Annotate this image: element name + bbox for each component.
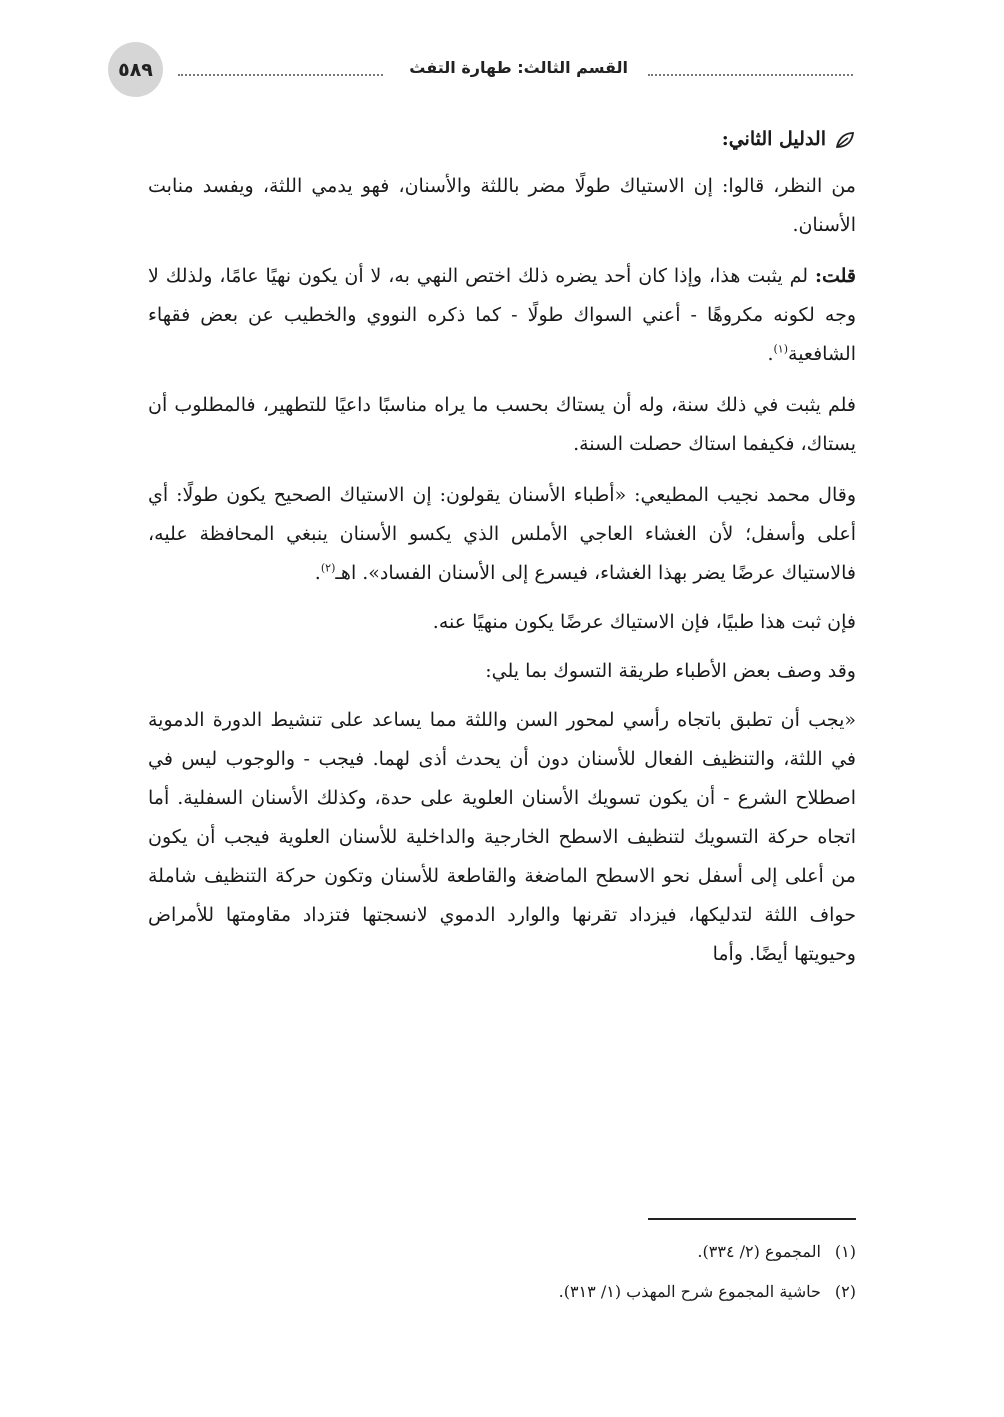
paragraph-6: وقد وصف بعض الأطباء طريقة التسوك بما يلي: — [485, 660, 856, 682]
paragraph-4 — [148, 476, 856, 593]
paragraph-2-lead: قلت: — [814, 265, 856, 287]
paragraph-7: «يجب أن تطبق باتجاه رأسي لمحور السن واللثة مما يساعد على تنشيط الدورة الدموية في اللثة، والتنظيف الفعال للأسنان دون أن يحدث أذى لهما. فيجب - والوجوب ليس في اصطلاح الشرع - أن يكون تسويك الأسنان العلوية على حدة، وكذلك الأسنان السفلية. أما اتجاه حركة التسويك لتنظيف الاسطح الخارجية والداخلية للأسنان العلوية فيجب أن يكون من أعلى إلى أسفل نحو الاسطح الماضغة والقاطعة للأسنان وتكون حركة التنظيف شاملة حواف اللثة لتدليكها، فيزداد تقرنها والوارد الدموي لانسجتها فتزداد مقاومتها للأمراض وحيويتها أيضًا. وأما — [148, 709, 856, 965]
paragraph-2-end: . — [767, 343, 774, 365]
heading-text: الدليل الثاني: — [721, 128, 826, 150]
page-number: ٥٨٩ — [108, 42, 163, 97]
paragraph-2 — [148, 257, 856, 374]
paragraph-2-body: لم يثبت هذا، وإذا كان أحد يضره ذلك اختص النهي به، لا أن يكون نهيًا عامًا، ولذلك لا وجه لكونه مكروهًا - أعني السواك طولًا - كما ذكره النووي والخطيب عن بعض فقهاء الشافعية — [148, 265, 856, 365]
running-header — [108, 40, 853, 96]
paragraph-1: من النظر، قالوا: إن الاستياك طولًا مضر باللثة والأسنان، فهو يدمي اللثة، ويفسد منابت الأسنان. — [148, 175, 856, 236]
footnote-separator — [648, 1218, 856, 1220]
footnote-1-text: المجموع (٢/ ٣٣٤). — [697, 1242, 821, 1261]
section-heading — [148, 120, 856, 159]
footnote-ref-1[interactable]: (١) — [773, 342, 789, 356]
footnote-1 — [148, 1232, 856, 1272]
footnotes — [148, 1232, 856, 1312]
running-title: القسم الثالث: طهارة التفث — [409, 58, 628, 77]
paragraph-4-end: . — [314, 562, 321, 584]
footnote-ref-2[interactable]: (٢) — [320, 561, 336, 575]
paragraph-4-body: وقال محمد نجيب المطيعي: «أطباء الأسنان يقولون: إن الاستياك الصحيح يكون طولًا: أي أعلى وأسفل؛ لأن الغشاء العاجي الأملس الذي يكسو الأسنان ينبغي المحافظة عليه، فالاستياك عرضًا يضر بهذا الغشاء، فيسرع إلى الأسنان الفساد». اهـ — [148, 484, 856, 584]
paragraph-5: فإن ثبت هذا طبيًا، فإن الاستياك عرضًا يكون منهيًا عنه. — [432, 611, 856, 633]
footnote-1-number: (١) — [834, 1242, 856, 1261]
main-text — [148, 120, 856, 986]
paragraph-3: فلم يثبت في ذلك سنة، وله أن يستاك بحسب ما يراه مناسبًا داعيًا للتطهير، فالمطلوب أن يستاك، فكيفما استاك حصلت السنة. — [148, 394, 856, 455]
footnote-2-number: (٢) — [834, 1282, 856, 1301]
header-dots-right — [648, 74, 853, 76]
leaf-ornament-icon — [834, 129, 856, 151]
header-dots-left — [178, 74, 383, 76]
footnote-2 — [148, 1272, 856, 1312]
footnote-2-text: حاشية المجموع شرح المهذب (١/ ٣١٣). — [558, 1282, 821, 1301]
